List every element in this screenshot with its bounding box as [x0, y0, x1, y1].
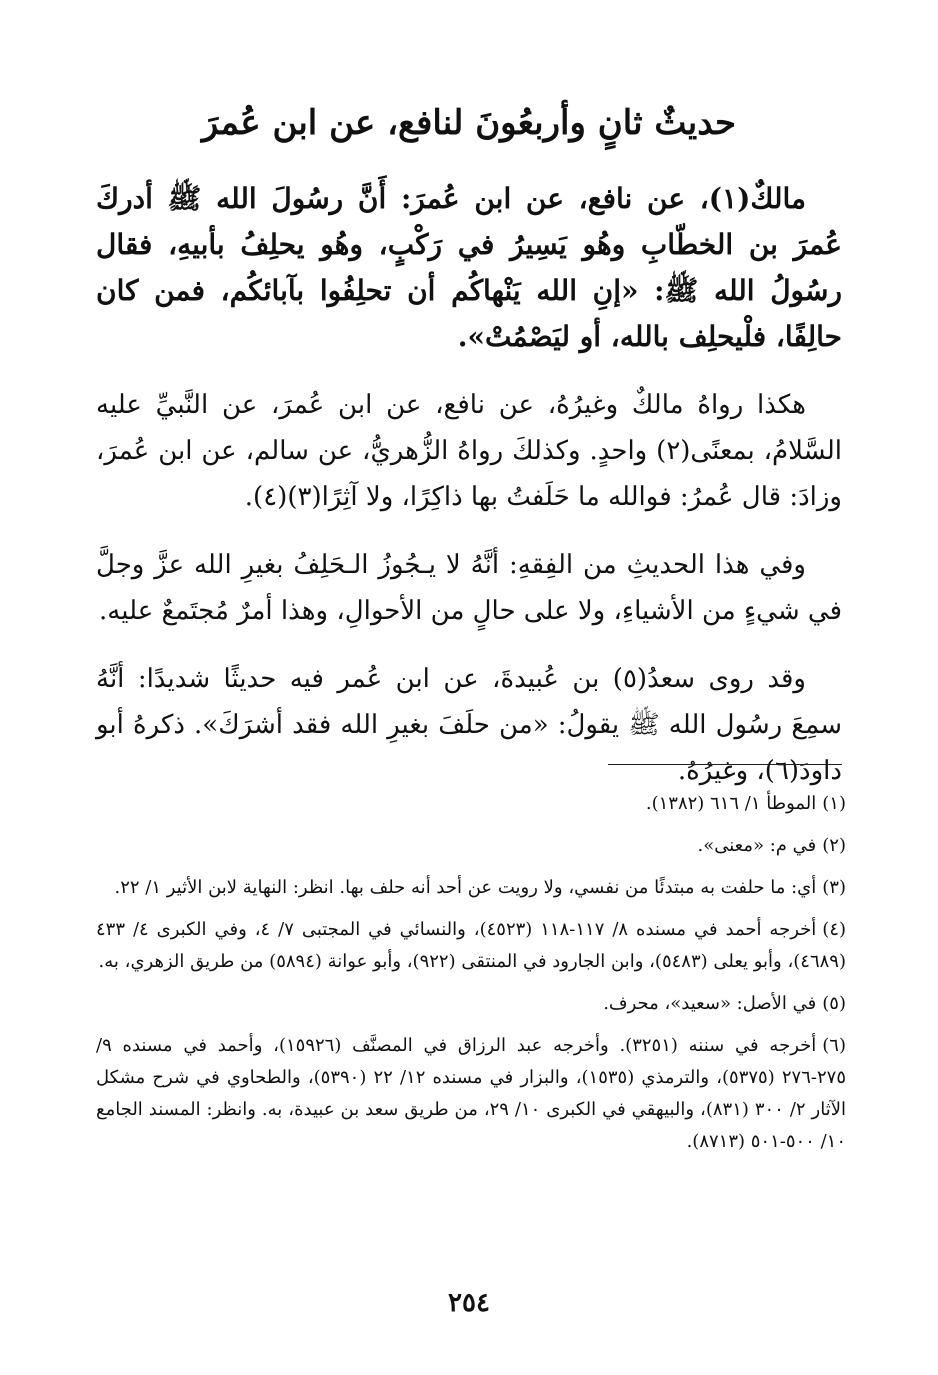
- footnote-number: (٣): [822, 877, 846, 898]
- footnote: [96, 1030, 846, 1158]
- footnote-text: في الأصل: «سعيد»، محرف.: [603, 993, 817, 1014]
- footnote: [96, 788, 846, 820]
- footnote: [96, 830, 846, 862]
- footnote: [96, 914, 846, 978]
- commentary-paragraph: [96, 382, 842, 520]
- paragraph-text: وقد روى سعدُ(٥) بن عُبيدةَ، عن ابن عُمر فيه حديثًا شديدًا: أنَّهُ سمِعَ رسُول الله ﷺ يقولُ: «من حلَفَ بغيرِ الله فقد أشرَكَ». ذكرهُ أبو داودَ(٦)، وغيرُهُ.: [96, 664, 842, 786]
- footnote-number: (٤): [822, 919, 847, 940]
- hadith-text: [96, 176, 842, 360]
- footnote: [96, 988, 846, 1020]
- footnote-number: (٥): [822, 993, 846, 1014]
- footnote-text: أخرجه أحمد في مسنده ٨/ ١١٧-١١٨ (٤٥٢٣)، والنسائي في المجتبى ٧/ ٤، وفي الكبرى ٤/ ٤٣٣ (٤٦٨٩)، وأبو يعلى (٥٤٨٣)، وابن الجارود في المنتقى (٩٢٢)، وأبو عوانة (٥٨٩٤) من طريق الزهري، به.: [96, 919, 846, 972]
- page-number: ٢٥٤: [448, 1288, 490, 1318]
- paragraph-text: وفي هذا الحديثِ من الفِقهِ: أنَّهُ لا يـجُوزُ الـحَلِفُ بغيرِ الله عزَّ وجلَّ في شيءٍ من الأشياءِ، ولا على حالٍ من الأحوالِ، وهذا أمرٌ مُجتَمعٌ عليه.: [96, 550, 842, 626]
- footnote-divider: [608, 764, 842, 765]
- footnote-number: (٦): [822, 1035, 846, 1056]
- footnote-text: أخرجه في سننه (٣٢٥١). وأخرجه عبد الرزاق في المصنَّف (١٥٩٢٦)، وأحمد في مسنده ٩/ ٢٧٥-٢٧٦ (٥٣٧٥)، والترمذي (١٥٣٥)، والبزار في مسنده ١٢/ ٢٢ (٥٣٩٠)، والطحاوي في شرح مشكل الآثار ٢/ ٣٠٠ (٨٣١)، والبيهقي في الكبرى ١٠/ ٢٩، من طريق سعد بن عبيدة، به. وانظر: المسند الجامع ١٠/ ٥٠٠-٥٠١ (٨٧١٣).: [96, 1035, 846, 1152]
- main-text: [96, 176, 842, 794]
- commentary-paragraph: [96, 542, 842, 634]
- footnote: [96, 872, 846, 904]
- footnote-text: الموطأ ١/ ٦١٦ (١٣٨٢).: [645, 793, 817, 814]
- footnote-text: في م: «معنى».: [697, 835, 817, 856]
- paragraph-text: هكذا رواهُ مالكٌ وغيرُهُ، عن نافع، عن ابن عُمرَ، عن النَّبيِّ عليه السَّلامُ، بمعنًى(٢) واحدٍ. وكذلكَ رواهُ الزُّهريُّ، عن سالم، عن ابن عُمرَ، وزادَ: قال عُمرُ: فوالله ما حَلَفتُ بها ذاكِرًا، ولا آثِرًا(٣)(٤).: [96, 390, 843, 512]
- commentary-paragraph: [96, 656, 842, 794]
- hadith-title: حديثٌ ثانٍ وأربعُونَ لنافع، عن ابن عُمرَ: [201, 103, 737, 143]
- footnote-number: (٢): [822, 835, 846, 856]
- footnotes: [96, 788, 846, 1168]
- paragraph-text: مالكٌ(١)، عن نافع، عن ابن عُمرَ: أَنَّ رسُولَ الله ﷺ أدركَ عُمرَ بن الخطّابِ وهُو يَسِيرُ في رَكْبٍ، وهُو يحلِفُ بأبيهِ، فقال رسُولُ الله ﷺ: «إنِ الله يَنْهاكُم أن تحلِفُوا بآبائكُم، فمن كان حالِفًا، فلْيحلِف بالله، أو ليَصْمُتْ».: [96, 182, 842, 353]
- footnote-number: (١): [822, 793, 846, 814]
- footnote-text: أي: ما حلفت به مبتدئًا من نفسي، ولا رويت عن أحد أنه حلف بها. انظر: النهاية لابن الأثير ١/ ٢٢.: [114, 877, 817, 898]
